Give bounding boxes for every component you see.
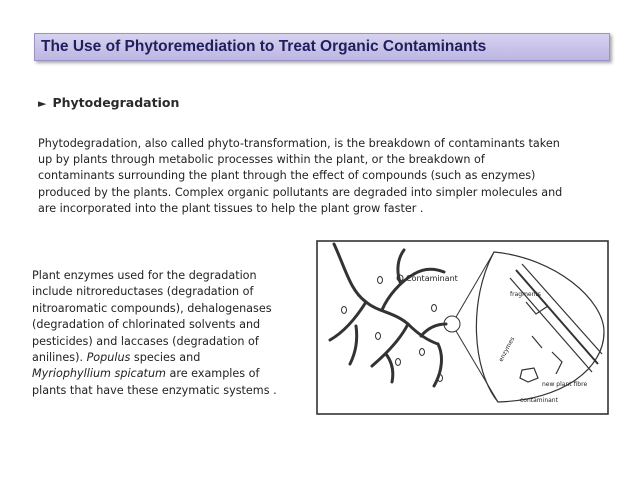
- slide-title: The Use of Phytoremediation to Treat Organic Contaminants: [41, 38, 487, 55]
- enzymes-line: plants that have these enzymatic systems .: [32, 383, 277, 397]
- figure-border: [317, 241, 608, 414]
- enzymes-text: species and: [130, 351, 201, 365]
- enzymes-line: pesticides) and laccases (degradation of: [32, 334, 259, 348]
- label-fragments: fragments: [510, 291, 541, 298]
- label-contaminant: contaminant: [520, 397, 558, 404]
- enzymes-text: anilines).: [32, 351, 87, 365]
- enzymes-paragraph: [32, 268, 287, 399]
- subheading: [38, 95, 179, 110]
- definition-paragraph: [38, 136, 598, 217]
- figure-legend: Contaminant: [406, 274, 458, 283]
- paragraph-line: contaminants surrounding the plant through the effect of compounds (such as enzymes): [38, 169, 536, 183]
- enzymes-line: (degradation of chlorinated solvents and: [32, 318, 261, 332]
- enzymes-line: [32, 366, 287, 382]
- enzymes-line: include nitroreductases (degradation of: [32, 285, 254, 299]
- title-bar: [34, 33, 610, 61]
- label-new-plant: new plant fibre: [542, 381, 588, 388]
- paragraph-line: produced by the plants. Complex organic pollutants are degraded into simpler molecules and: [38, 185, 563, 199]
- subheading-label: Phytodegradation: [52, 95, 180, 110]
- species-myriophyllium: Myriophyllium spicatum: [32, 367, 166, 381]
- enzymes-line: nitroaromatic compounds), dehalogenases: [32, 301, 272, 315]
- enzymes-line: Plant enzymes used for the degradation: [32, 269, 257, 282]
- paragraph-line: are incorporated into the plant tissues to help the plant grow faster .: [38, 201, 424, 215]
- species-populus: Populus: [86, 351, 131, 365]
- enzymes-text: are examples of: [165, 367, 260, 381]
- enzymes-line: [32, 350, 287, 366]
- paragraph-line: Phytodegradation, also called phyto-transformation, is the breakdown of contaminants taken: [38, 137, 560, 150]
- bullet-arrow-icon: ►: [38, 97, 47, 110]
- label-enzymes: enzymes: [497, 335, 517, 363]
- root-diagram: [316, 240, 609, 415]
- paragraph-line: up by plants through metabolic processes within the plant, or the breakdown of: [38, 153, 485, 167]
